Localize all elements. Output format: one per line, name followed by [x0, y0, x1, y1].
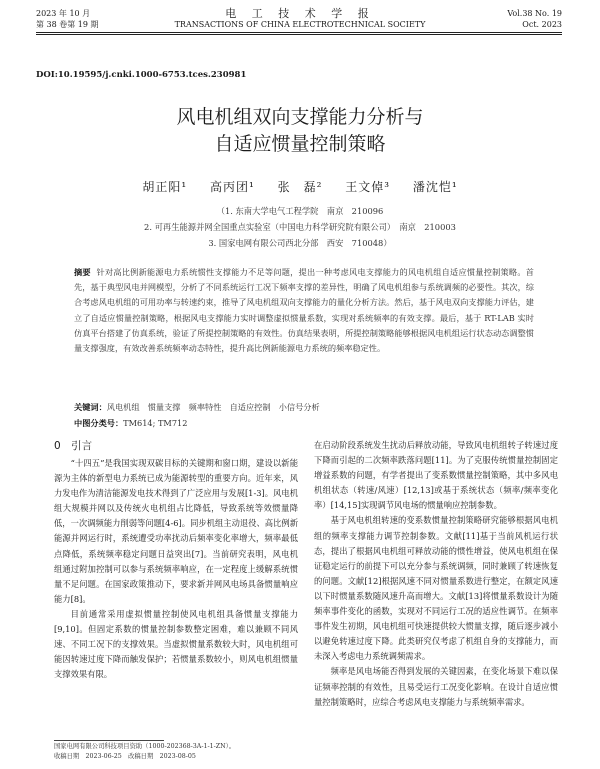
author: 王文倬³ — [345, 180, 391, 194]
affiliation: （1. 东南大学电气工程学院 南京 210096 — [216, 206, 384, 216]
abstract-text: 针对高比例新能源电力系统惯性支撑能力不足等问题，提出一种考虑风电支撑能力的风电机组自适应惯量控制策略。首先，基于典型风电并网模型，分析了不同系统运行工况下频率支撑的差异性，明确了风电机组参与系统调频的必要性。其次，综合考虑风电机组的可用功率与转速约束，推导了风电机组双向支撑能力的量化分析方法。然后，基于风电双向支撑能力评估，建立了自适应惯量控制策略，根据风电支撑能力实时调整虚拟惯量系数，实现对系统频率的有效支撑。最后，基于 RT-LAB 实时仿真平台搭建了仿真系统，验证了所提控制策略的有效性。仿真结果表明，所提控制策略能够根据风电机组运行状态动态调整惯量支撑强度，有效改善系统频率动态特性，提升高比例新能源电力系统的频率稳定性。 — [74, 267, 534, 354]
paragraph: 基于风电机组转速的变系数惯量控制策略研究能够根据风电机组的频率支撑能力调节控制参数。文献[11]基于当前风机运行状态，提出了根据风电机组可释放动能的惯性增益，使风电机组在保证稳定运行的前提下可以充分参与系统调频，同时兼顾了转速恢复的问题。文献[12]根据风速不同对惯量系数进行整定，在额定风速以下时惯量系数随风速升高而增大。文献[13]将惯量系数设计为随频率事件变化的函数，实现对不同运行工况的适应性调节。在频率事件发生初期，风电机组可快速提供较大惯量支撑，随后逐步减小以避免转速过度下降。此类研究仅考虑了机组自身的支撑能力，而未深入考虑电力系统调频需求。 — [314, 515, 558, 662]
author: 张 磊² — [277, 180, 323, 194]
keywords-label: 关键词： — [74, 402, 107, 412]
keywords-text: 风电机组 惯量支撑 频率特性 自适应控制 小信号分析 — [106, 402, 320, 412]
author-list — [60, 178, 540, 195]
journal-name-en: TRANSACTIONS OF CHINA ELECTROTECHNICAL SOCIETY — [174, 20, 426, 29]
abstract — [74, 265, 534, 356]
author: 胡正阳¹ — [142, 180, 188, 194]
keywords — [74, 402, 534, 413]
paragraph: 在启动阶段系统发生扰动后释放动能，导致风电机组转子转速过度下降而引起的二次频率跌落问题[11]。为了克服传统惯量控制固定增益系数的问题，有学者提出了变系数惯量控制策略，其中多风电机组状态（转速/风速）[12,13]或基于系统状态（频率/频率变化率）[14,15]实现调节风电场的惯量响应控制参数。 — [314, 440, 558, 511]
received-dates: 收稿日期 2023-06-25 改稿日期 2023-08-05 — [54, 753, 196, 760]
clc-text: TM614; TM712 — [123, 418, 188, 428]
header-vol-no — [507, 8, 562, 30]
affiliations — [60, 203, 540, 251]
section-heading: 0 引言 — [54, 440, 93, 452]
clc-number — [74, 418, 534, 429]
footnote-rule — [54, 740, 164, 741]
header-journal — [150, 8, 450, 30]
journal-name-cn: 电 工 技 术 学 报 — [225, 7, 375, 20]
body-column-right — [314, 438, 558, 710]
paragraph: “十四五”是我国实现双碳目标的关键期和窗口期，建设以新能源为主体的新型电力系统已成为能源转型的重要方向。近年来，风力发电作为清洁能源发电技术得到了广泛应用与发展[1-3]。风电机组大规模并网以及传统火电机组占比降低，导致系统等效惯量降低，一次调频能力削弱等问题[4-6]。同步机组主动退役、高比例新能源并网运行时，系统遭受功率扰动后频率变化率增大，频率最低点降低，系统频率稳定问题日益突出[7]。当前研究表明，风电机组通过附加控制可以参与系统频率响应，在一定程度上缓解系统惯量不足问题。在国家政策推动下，要求新并网风电场具备惯量响应能力[8]。 — [54, 458, 298, 604]
title-line-2: 自适应惯量控制策略 — [214, 133, 386, 155]
doi: DOI:10.19595/j.cnki.1000-6753.tces.230981 — [36, 70, 247, 80]
paragraph: 目前通常采用虚拟惯量控制使风电机组具备惯量支撑能力[9,10]。但固定系数的惯量控制参数整定困难，难以兼顾不同风速、不同工况下的支撑效果。当虚拟惯量系数较大时，风电机组可能因转速过度下降而触发保护；若惯量系数较小，则风电机组惯量支撑效果有限。 — [54, 608, 298, 680]
footnote — [54, 742, 304, 762]
title-line-1: 风电机组双向支撑能力分析与 — [176, 106, 424, 128]
affiliation: 2. 可再生能源并网全国重点实验室（中国电力科学研究院有限公司） 南京 210003 — [144, 222, 456, 232]
body-column-left — [54, 456, 298, 682]
header-issue-date — [36, 8, 99, 30]
abstract-label: 摘要 — [74, 267, 91, 277]
paragraph: 频率是风电场能否得到发展的关键因素，在变化场景下难以保证频率控制的有效性，且易受运行工况变化影响。在设计自适应惯量控制策略时，应综合考虑风电支撑能力与系统频率需求。 — [314, 666, 558, 707]
affiliation: 3. 国家电网有限公司西北分部 西安 710048） — [208, 238, 392, 248]
header-volume: 第 38 卷第 19 期 — [36, 20, 99, 29]
clc-label: 中图分类号： — [74, 418, 124, 428]
funding-note: 国家电网有限公司科技项目资助（1000-202368-3A-1-1-ZN）。 — [54, 743, 236, 750]
header-vol: Vol.38 No. 19 — [507, 9, 562, 18]
header-rule — [36, 32, 562, 35]
paper-title — [60, 104, 540, 158]
header-month: Oct. 2023 — [522, 20, 562, 29]
author: 高丙团¹ — [209, 180, 255, 194]
author: 潘沈恺¹ — [412, 180, 458, 194]
header-date: 2023 年 10 月 — [36, 9, 91, 18]
